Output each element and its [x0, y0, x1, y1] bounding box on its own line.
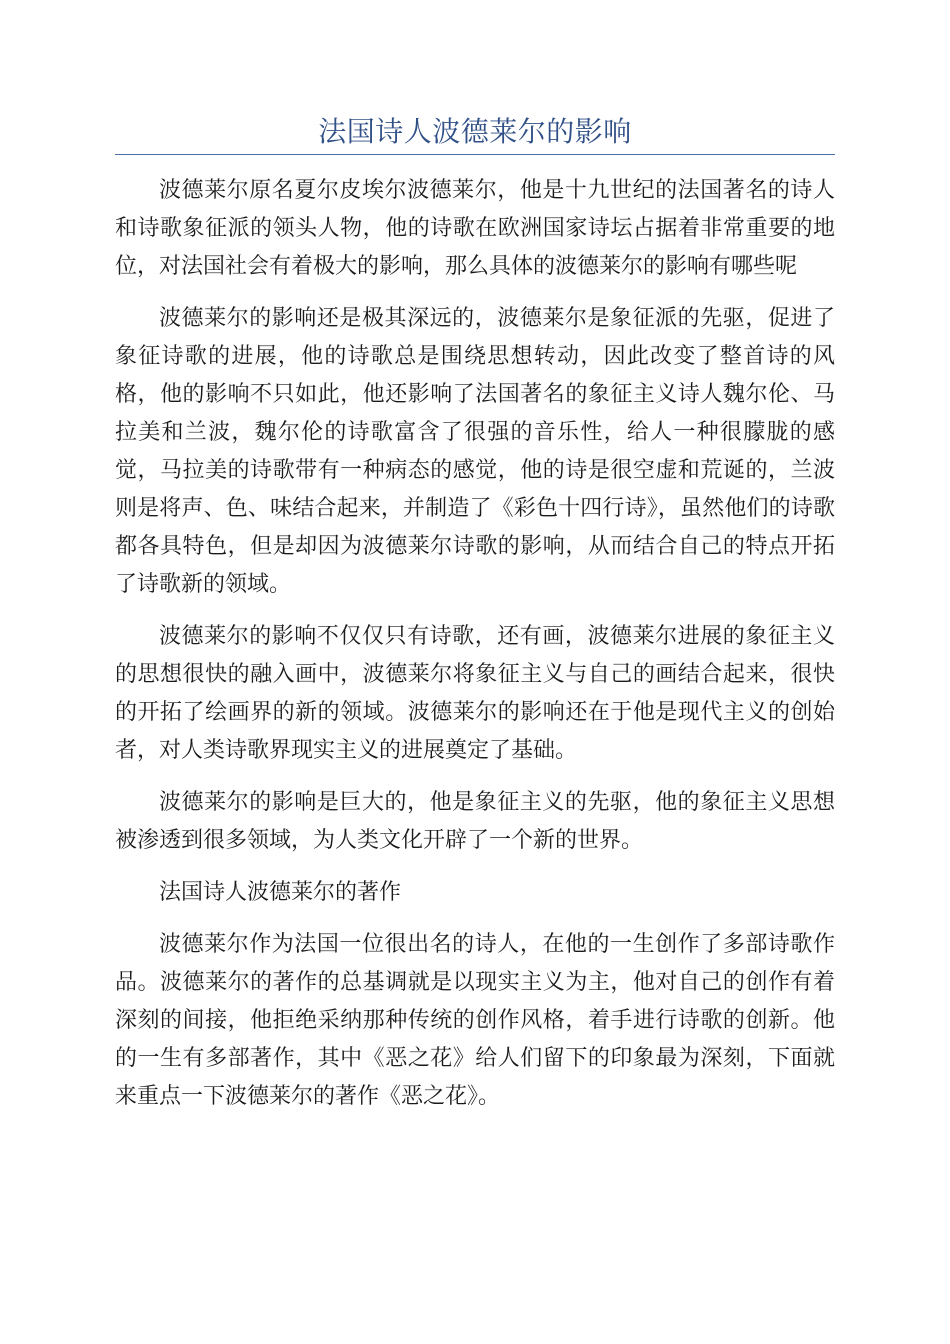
- paragraph-influence-poetry: 波德莱尔的影响还是极其深远的，波德莱尔是象征派的先驱，促进了象征诗歌的进展，他的诗歌总是围绕思想转动，因此改变了整首诗的风格，他的影响不只如此，他还影响了法国著名的象征主义诗人魏尔伦、马拉美和兰波，魏尔伦的诗歌富含了很强的音乐性，给人一种很朦胧的感觉，马拉美的诗歌带有一种病态的感觉，他的诗是很空虚和荒诞的，兰波则是将声、色、味结合起来，并制造了《彩色十四行诗》，虽然他们的诗歌都各具特色，但是却因为波德莱尔诗歌的影响，从而结合自己的特点开拓了诗歌新的领域。: [115, 306, 835, 597]
- document-body: [115, 172, 835, 1130]
- title-underline: [115, 154, 835, 155]
- paragraph-works: 波德莱尔作为法国一位很出名的诗人，在他的一生创作了多部诗歌作品。波德莱尔的著作的总基调就是以现实主义为主，他对自己的创作有着深刻的间接，他拒绝采纳那种传统的创作风格，着手进行诗歌的创新。他的一生有多部著作，其中《恶之花》给人们留下的印象最为深刻，下面就来重点一下波德莱尔的著作《恶之花》。: [115, 932, 835, 1109]
- section-heading-works: 法国诗人波德莱尔的著作: [159, 880, 402, 905]
- document-title: 法国诗人波德莱尔的影响: [318, 115, 632, 148]
- paragraph-intro: 波德莱尔原名夏尔皮埃尔波德莱尔，他是十九世纪的法国著名的诗人和诗歌象征派的领头人物，他的诗歌在欧洲国家诗坛占据着非常重要的地位，对法国社会有着极大的影响，那么具体的波德莱尔的影响有哪些呢: [115, 178, 835, 279]
- paragraph-influence-painting: 波德莱尔的影响不仅仅只有诗歌，还有画，波德莱尔进展的象征主义的思想很快的融入画中，波德莱尔将象征主义与自己的画结合起来，很快的开拓了绘画界的新的领域。波德莱尔的影响还在于他是现代主义的创始者，对人类诗歌界现实主义的进展奠定了基础。: [115, 624, 835, 763]
- paragraph-influence-summary: 波德莱尔的影响是巨大的，他是象征主义的先驱，他的象征主义思想被渗透到很多领域，为人类文化开辟了一个新的世界。: [115, 790, 835, 853]
